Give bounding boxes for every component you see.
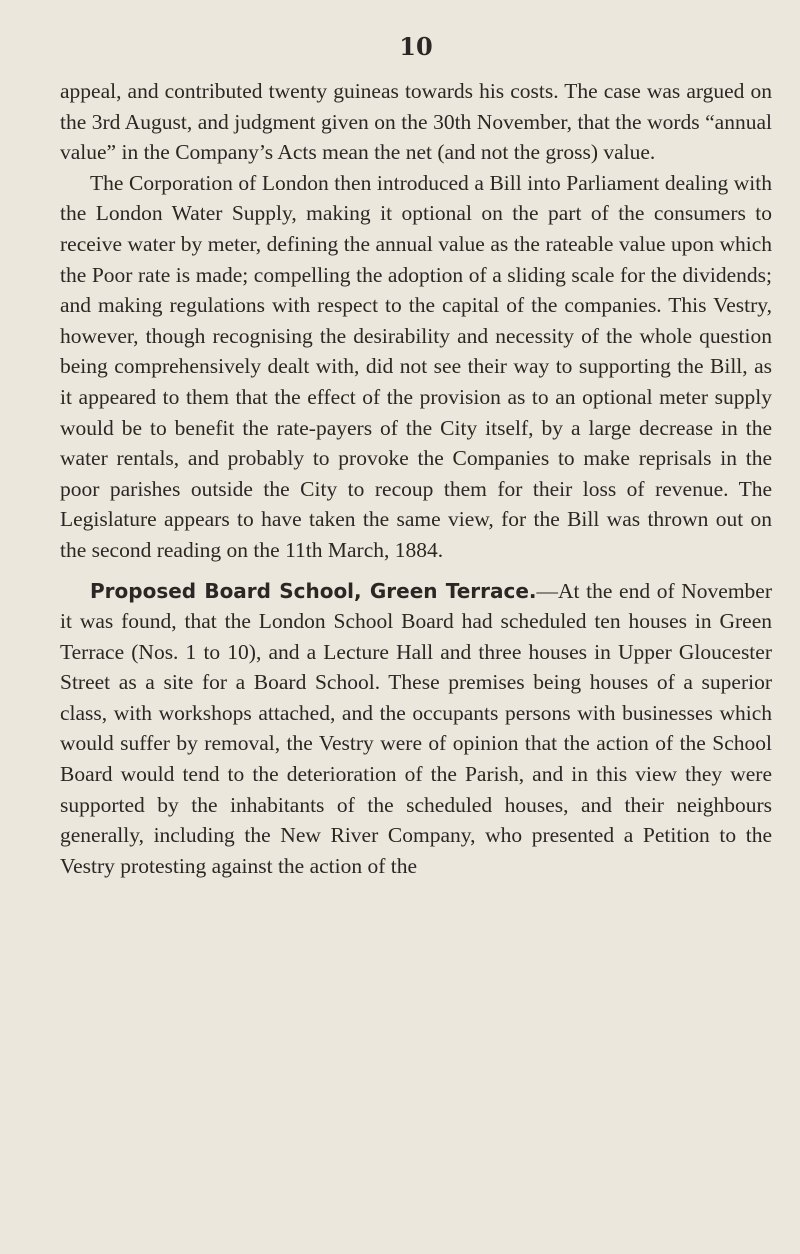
paragraph-water-bill: The Corporation of London then introduced a Bill into Parliament dealing with the London Water Supply, making it optional on the part of the consumers to receive water by meter, defining the annual value as the rateable value upon which the Poor rate is made; compelling the adoption of a sliding scale for the dividends; and making regulations with respect to the capital of the companies. This Vestry, however, though recognising the desirability and necessity of the whole question being comprehensively dealt with, did not see their way to supporting the Bill, as it appeared to them that the effect of the provision as to an optional meter supply would be to benefit the rate-payers of the City itself, by a large decrease in the water rentals, and probably to provoke the Companies to make reprisals in the poor parishes outside the City to recoup them for their loss of revenue. The Legislature appears to have taken the same view, for the Bill was thrown out on the second reading on the 11th March, 1884. (60, 170, 772, 562)
paragraph-board-school-text: —At the end of November it was found, that the London School Board had scheduled ten houses in Green Terrace (Nos. 1 to 10), and a Lecture Hall and three houses in Upper Gloucester Street as a site for a Board School. These premises being houses of a superior class, with workshops attached, and the occupants persons with businesses which would suffer by removal, the Vestry were of opinion that the action of the School Board would tend to the deterioration of the Parish, and in this view they were supported by the inhabitants of the scheduled houses, and their neighbours generally, including the New River Company, who presented a Petition to the Vestry protesting against the action of the (60, 578, 773, 878)
paragraph-appeal-ruling: appeal, and contributed twenty guineas towards his costs. The case was argued on the 3rd August, and judgment given on the 30th November, that the words “annual value” in the Company’s Acts mean the net (and not the gross) value. (60, 79, 772, 165)
page-number: 10 (399, 32, 433, 61)
section-heading: Proposed Board School, Green Terrace. (90, 578, 537, 603)
paragraph-board-school (60, 576, 772, 882)
body-text (60, 76, 772, 881)
document-page (60, 0, 772, 1254)
